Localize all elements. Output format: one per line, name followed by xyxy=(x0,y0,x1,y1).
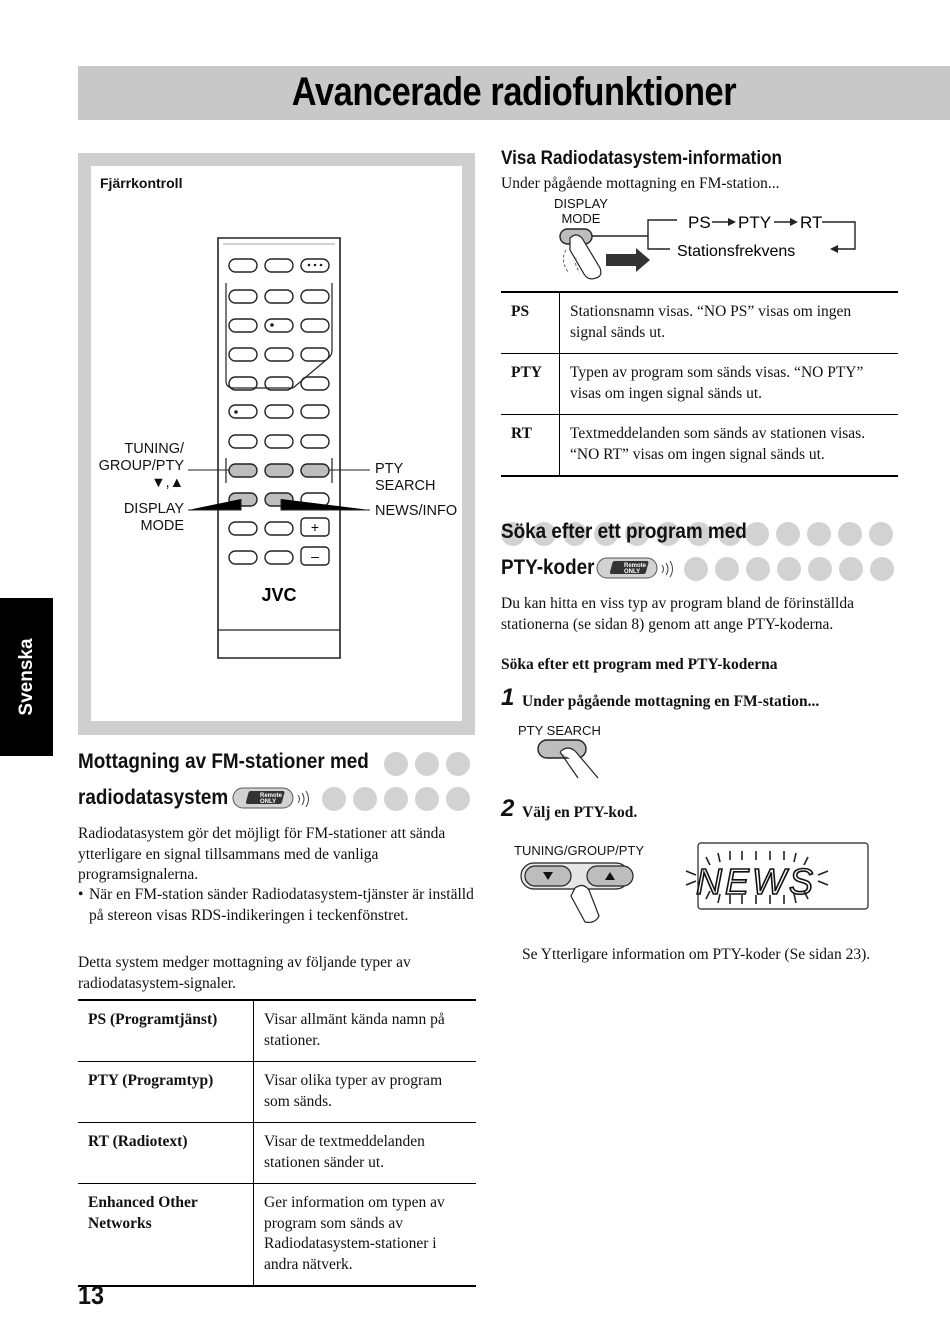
svg-text:PTY: PTY xyxy=(738,213,772,232)
tuning-callout: TUNING/ GROUP/PTY ▼,▲ xyxy=(98,441,184,491)
pty-search-callout: PTY SEARCH xyxy=(375,461,436,494)
remote-only-icon xyxy=(232,787,314,811)
fm-paragraph-2: Detta system medger mottagning av följande typer av radiodatasystem-signaler. xyxy=(78,954,411,992)
svg-text:RT: RT xyxy=(800,213,823,232)
remote-only-icon xyxy=(596,557,678,581)
svg-text:PS: PS xyxy=(688,213,711,232)
pty-section-heading-line2: PTY-koder xyxy=(501,556,595,579)
rds-display-table xyxy=(501,291,898,477)
title-banner xyxy=(78,66,950,120)
page-number: 13 xyxy=(78,1280,105,1310)
display-mode-label: DISPLAY MODE xyxy=(554,196,608,226)
step-1-text: Under pågående mottagning en FM-station... xyxy=(522,693,820,710)
step-2-text: Välj en PTY-kod. xyxy=(522,804,638,821)
lcd-text: NEWS xyxy=(696,861,816,902)
remote-label: Fjärrkontroll xyxy=(100,175,183,191)
step-2-number: 2 xyxy=(501,795,515,822)
display-mode-callout: DISPLAY MODE xyxy=(123,501,184,534)
rds-signal-table xyxy=(78,999,476,1287)
pty-note: Se Ytterligare information om PTY-koder (Se sidan 23). xyxy=(522,946,871,963)
table-row: PTY Typen av program som sänds visas. “NO PTY” visas om ingen signal sänds ut. xyxy=(501,354,898,415)
pty-search-button-illustration xyxy=(530,738,610,780)
fm-section-heading: Mottagning av FM-stationer med xyxy=(78,750,369,773)
visa-intro: Under pågående mottagning en FM-station... xyxy=(501,175,780,192)
visa-section-heading: Visa Radiodatasystem-information xyxy=(501,148,782,169)
volume-plus-icon: + xyxy=(310,519,320,535)
tuning-label: TUNING/GROUP/PTY xyxy=(514,843,645,858)
step-1-number: 1 xyxy=(501,684,515,711)
pty-intro: Du kan hitta en viss typ av program bland de förinställda stationerna (se sidan 8) genom att ange PTY-koderna. xyxy=(501,595,854,633)
svg-text:Stationsfrekvens: Stationsfrekvens xyxy=(677,243,796,260)
fm-section-heading-line2: radiodatasystem xyxy=(78,786,229,809)
table-row: RT Textmeddelanden som sänds av stationen visas. “NO RT” visas om ingen signal sänds ut. xyxy=(501,415,898,477)
news-info-callout: NEWS/INFO xyxy=(375,503,458,519)
table-row: PTY (Programtyp) Visar olika typer av program som sänds. xyxy=(78,1062,476,1123)
language-tab-label: Svenska xyxy=(15,638,37,716)
bullet-mark: • xyxy=(78,886,84,903)
table-row: Enhanced Other Networks Ger information om typen av program som sänds av Radiodatasystem-stationer i andra nätverk. xyxy=(78,1184,476,1287)
lcd-display-panel xyxy=(684,841,870,911)
fm-bullet-text: När en FM-station sänder Radiodatasystem-tjänster är inställd på stereon visas RDS-indikeringen i teckenfönstret. xyxy=(89,886,474,924)
remote-brand-logo: JVC xyxy=(261,585,297,605)
table-row: PS (Programtjänst) Visar allmänt kända namn på stationer. xyxy=(78,1000,476,1062)
finger-icon xyxy=(571,885,599,922)
tuning-buttons-illustration xyxy=(515,858,645,928)
svg-text:Remote: Remote xyxy=(624,563,647,569)
pty-section-heading: Söka efter ett program med xyxy=(501,520,747,543)
table-row: PS Stationsnamn visas. “NO PS” visas om ingen signal sänds ut. xyxy=(501,292,898,354)
fm-intro-paragraph: Radiodatasystem gör det möjligt för FM-stationer att sända ytterligare en signal tillsammans med de vanliga programsignalerna. xyxy=(78,825,446,883)
svg-text:ONLY: ONLY xyxy=(624,569,641,575)
svg-text:ONLY: ONLY xyxy=(260,799,277,805)
pty-search-label: PTY SEARCH xyxy=(518,723,601,738)
volume-minus-icon: – xyxy=(311,548,319,564)
language-tab xyxy=(0,598,53,756)
display-mode-flow-diagram xyxy=(552,212,862,292)
table-row: RT (Radiotext) Visar de textmeddelanden stationen sänder ut. xyxy=(78,1123,476,1184)
page-title: Avancerade radiofunktioner xyxy=(291,70,737,114)
pty-subheading: Söka efter ett program med PTY-koderna xyxy=(501,656,778,673)
svg-text:Remote: Remote xyxy=(260,793,283,799)
